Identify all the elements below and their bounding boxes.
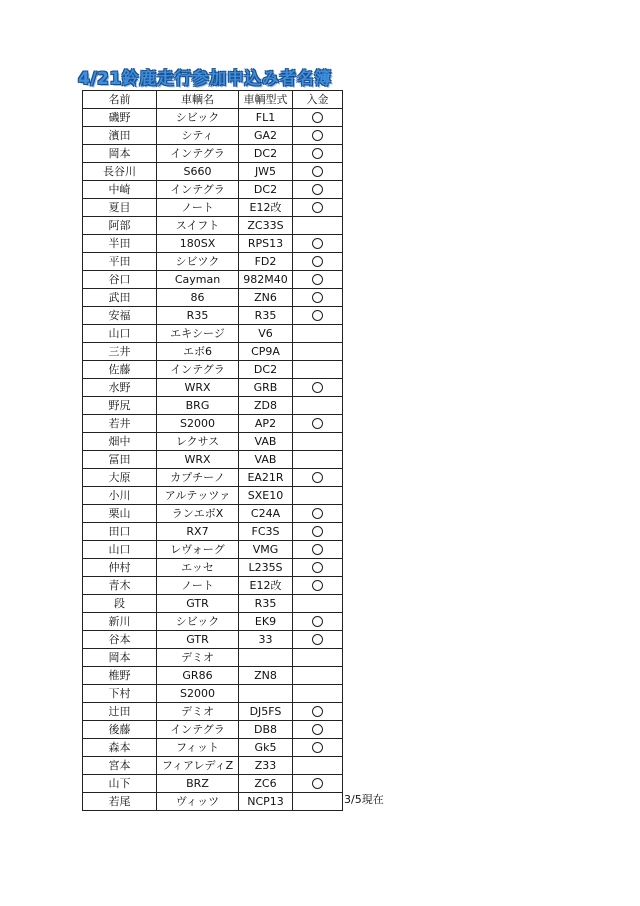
cell-car-name: 180SX [157, 235, 239, 253]
cell-car-name: R35 [157, 307, 239, 325]
table-row [83, 199, 343, 217]
cell-paid [293, 145, 343, 163]
cell-name: 岡本 [83, 145, 157, 163]
table-row [83, 451, 343, 469]
cell-name: 青木 [83, 577, 157, 595]
cell-car-model: SXE10 [239, 487, 293, 505]
table-row [83, 649, 343, 667]
paid-circle-icon [312, 526, 323, 537]
cell-paid [293, 721, 343, 739]
table-row [83, 181, 343, 199]
paid-circle-icon [312, 508, 323, 519]
cell-car-model: L235S [239, 559, 293, 577]
paid-circle-icon [312, 130, 323, 141]
paid-circle-icon [312, 256, 323, 267]
cell-paid [293, 127, 343, 145]
cell-paid [293, 217, 343, 235]
cell-paid [293, 307, 343, 325]
cell-paid [293, 289, 343, 307]
cell-name: 畑中 [83, 433, 157, 451]
cell-car-name: WRX [157, 451, 239, 469]
cell-name: 水野 [83, 379, 157, 397]
cell-paid [293, 775, 343, 793]
table-row [83, 757, 343, 775]
cell-car-model: FD2 [239, 253, 293, 271]
cell-name: 武田 [83, 289, 157, 307]
cell-car-name: S2000 [157, 685, 239, 703]
paid-circle-icon [312, 616, 323, 627]
cell-name: 阿部 [83, 217, 157, 235]
cell-car-name: アルテッツァ [157, 487, 239, 505]
cell-car-model: EK9 [239, 613, 293, 631]
cell-car-model: RPS13 [239, 235, 293, 253]
paid-circle-icon [312, 112, 323, 123]
table-row [83, 631, 343, 649]
cell-name: 若尾 [83, 793, 157, 811]
table-row [83, 253, 343, 271]
table-row [83, 343, 343, 361]
cell-car-name: ノート [157, 199, 239, 217]
cell-car-model: NCP13 [239, 793, 293, 811]
cell-name: 佐藤 [83, 361, 157, 379]
cell-car-model: FL1 [239, 109, 293, 127]
cell-name: 野尻 [83, 397, 157, 415]
cell-name: 栗山 [83, 505, 157, 523]
cell-car-name: ヴィッツ [157, 793, 239, 811]
table-row [83, 775, 343, 793]
table-row [83, 289, 343, 307]
paid-circle-icon [312, 184, 323, 195]
cell-car-model: GA2 [239, 127, 293, 145]
cell-name: 磯野 [83, 109, 157, 127]
paid-circle-icon [312, 148, 323, 159]
cell-car-model: ZD8 [239, 397, 293, 415]
cell-name: 若井 [83, 415, 157, 433]
table-row [83, 487, 343, 505]
cell-name: 谷本 [83, 631, 157, 649]
cell-car-model: JW5 [239, 163, 293, 181]
cell-car-name: フィット [157, 739, 239, 757]
cell-paid [293, 325, 343, 343]
table-row [83, 307, 343, 325]
cell-car-model: E12改 [239, 577, 293, 595]
table-row [83, 793, 343, 811]
table-row [83, 217, 343, 235]
table-row [83, 613, 343, 631]
paid-circle-icon [312, 724, 323, 735]
cell-car-name: エボ6 [157, 343, 239, 361]
cell-name: 三井 [83, 343, 157, 361]
cell-paid [293, 343, 343, 361]
cell-name: 森本 [83, 739, 157, 757]
table-row [83, 505, 343, 523]
cell-car-name: デミオ [157, 649, 239, 667]
table-row [83, 379, 343, 397]
table-row [83, 739, 343, 757]
cell-paid [293, 487, 343, 505]
column-header-paid: 入金 [293, 91, 343, 109]
cell-paid [293, 793, 343, 811]
cell-paid [293, 505, 343, 523]
cell-paid [293, 739, 343, 757]
cell-car-model: VAB [239, 451, 293, 469]
cell-car-model: ZN6 [239, 289, 293, 307]
cell-paid [293, 577, 343, 595]
cell-paid [293, 523, 343, 541]
cell-car-name: スイフト [157, 217, 239, 235]
paid-circle-icon [312, 292, 323, 303]
cell-name: 後藤 [83, 721, 157, 739]
cell-name: 山口 [83, 325, 157, 343]
cell-name: 冨田 [83, 451, 157, 469]
cell-car-model: DJ5FS [239, 703, 293, 721]
cell-name: 岡本 [83, 649, 157, 667]
cell-car-model: ZC33S [239, 217, 293, 235]
table-row [83, 469, 343, 487]
cell-car-model: C24A [239, 505, 293, 523]
cell-car-name: シビック [157, 613, 239, 631]
table-row [83, 127, 343, 145]
cell-paid [293, 649, 343, 667]
cell-car-name: デミオ [157, 703, 239, 721]
cell-car-model: VMG [239, 541, 293, 559]
cell-car-name: ランエボX [157, 505, 239, 523]
cell-paid [293, 253, 343, 271]
cell-car-model: Gk5 [239, 739, 293, 757]
cell-name: 濱田 [83, 127, 157, 145]
table-header-row [83, 91, 343, 109]
cell-car-model: GRB [239, 379, 293, 397]
cell-car-model: R35 [239, 307, 293, 325]
cell-paid [293, 559, 343, 577]
table-row [83, 235, 343, 253]
cell-car-name: BRG [157, 397, 239, 415]
paid-circle-icon [312, 202, 323, 213]
cell-name: 小川 [83, 487, 157, 505]
cell-car-name: レクサス [157, 433, 239, 451]
cell-car-name: GTR [157, 595, 239, 613]
cell-car-model [239, 685, 293, 703]
table-row [83, 163, 343, 181]
cell-paid [293, 451, 343, 469]
cell-car-name: S660 [157, 163, 239, 181]
cell-car-name: シティ [157, 127, 239, 145]
cell-name: 長谷川 [83, 163, 157, 181]
cell-paid [293, 415, 343, 433]
cell-name: 宮本 [83, 757, 157, 775]
cell-paid [293, 235, 343, 253]
paid-circle-icon [312, 310, 323, 321]
table-row [83, 667, 343, 685]
table-row [83, 271, 343, 289]
cell-paid [293, 181, 343, 199]
cell-car-name: 86 [157, 289, 239, 307]
cell-car-model: DC2 [239, 181, 293, 199]
column-header-model: 車輌型式 [239, 91, 293, 109]
table-row [83, 541, 343, 559]
cell-car-name: フィアレディZ [157, 757, 239, 775]
cell-name: 山口 [83, 541, 157, 559]
table-row [83, 559, 343, 577]
as-of-note: 3/5現在 [344, 793, 384, 806]
cell-car-model: R35 [239, 595, 293, 613]
table-row [83, 145, 343, 163]
table-row [83, 685, 343, 703]
paid-circle-icon [312, 562, 323, 573]
cell-paid [293, 541, 343, 559]
table-body [83, 109, 343, 811]
cell-car-model: VAB [239, 433, 293, 451]
cell-car-name: カプチーノ [157, 469, 239, 487]
cell-car-model: AP2 [239, 415, 293, 433]
cell-car-name: GTR [157, 631, 239, 649]
table-row [83, 721, 343, 739]
table-row [83, 415, 343, 433]
cell-paid [293, 199, 343, 217]
cell-car-name: エキシージ [157, 325, 239, 343]
table-row [83, 523, 343, 541]
cell-paid [293, 163, 343, 181]
cell-paid [293, 109, 343, 127]
table-row [83, 595, 343, 613]
paid-circle-icon [312, 382, 323, 393]
cell-car-model: 33 [239, 631, 293, 649]
document-title: 4/21鈴鹿走行参加申込み者名簿 [78, 69, 332, 89]
paid-circle-icon [312, 706, 323, 717]
paid-circle-icon [312, 166, 323, 177]
column-header-name: 名前 [83, 91, 157, 109]
cell-name: 安福 [83, 307, 157, 325]
cell-car-model [239, 649, 293, 667]
cell-car-model: EA21R [239, 469, 293, 487]
table-row [83, 361, 343, 379]
paid-circle-icon [312, 580, 323, 591]
cell-car-name: インテグラ [157, 145, 239, 163]
cell-name: 椎野 [83, 667, 157, 685]
cell-car-name: エッセ [157, 559, 239, 577]
cell-paid [293, 469, 343, 487]
cell-name: 下村 [83, 685, 157, 703]
cell-name: 新川 [83, 613, 157, 631]
cell-name: 仲村 [83, 559, 157, 577]
cell-paid [293, 613, 343, 631]
cell-paid [293, 703, 343, 721]
cell-paid [293, 433, 343, 451]
cell-car-model: E12改 [239, 199, 293, 217]
cell-name: 段 [83, 595, 157, 613]
table-row [83, 109, 343, 127]
paid-circle-icon [312, 238, 323, 249]
table-row [83, 703, 343, 721]
paid-circle-icon [312, 544, 323, 555]
cell-name: 平田 [83, 253, 157, 271]
cell-paid [293, 667, 343, 685]
cell-paid [293, 361, 343, 379]
cell-name: 山下 [83, 775, 157, 793]
cell-car-name: RX7 [157, 523, 239, 541]
table-row [83, 325, 343, 343]
cell-car-name: S2000 [157, 415, 239, 433]
cell-car-name: シビック [157, 109, 239, 127]
participant-table [82, 90, 343, 811]
paid-circle-icon [312, 472, 323, 483]
cell-car-model: ZC6 [239, 775, 293, 793]
cell-paid [293, 397, 343, 415]
cell-name: 大原 [83, 469, 157, 487]
cell-paid [293, 631, 343, 649]
cell-car-model: Z33 [239, 757, 293, 775]
cell-paid [293, 595, 343, 613]
table-row [83, 433, 343, 451]
cell-car-name: WRX [157, 379, 239, 397]
cell-car-name: ノート [157, 577, 239, 595]
cell-paid [293, 757, 343, 775]
cell-paid [293, 271, 343, 289]
cell-car-model: DB8 [239, 721, 293, 739]
table-row [83, 577, 343, 595]
table-row [83, 397, 343, 415]
cell-name: 夏目 [83, 199, 157, 217]
cell-car-model: 982M40 [239, 271, 293, 289]
cell-name: 半田 [83, 235, 157, 253]
paid-circle-icon [312, 742, 323, 753]
cell-car-name: インテグラ [157, 181, 239, 199]
cell-car-name: GR86 [157, 667, 239, 685]
cell-car-name: レヴォーグ [157, 541, 239, 559]
cell-name: 中崎 [83, 181, 157, 199]
cell-name: 谷口 [83, 271, 157, 289]
cell-car-model: V6 [239, 325, 293, 343]
column-header-car: 車輌名 [157, 91, 239, 109]
cell-car-model: DC2 [239, 145, 293, 163]
cell-car-name: インテグラ [157, 721, 239, 739]
cell-paid [293, 379, 343, 397]
paid-circle-icon [312, 778, 323, 789]
cell-car-name: BRZ [157, 775, 239, 793]
cell-name: 辻田 [83, 703, 157, 721]
cell-paid [293, 685, 343, 703]
cell-car-model: DC2 [239, 361, 293, 379]
cell-car-model: ZN8 [239, 667, 293, 685]
paid-circle-icon [312, 418, 323, 429]
cell-car-name: Cayman [157, 271, 239, 289]
paid-circle-icon [312, 634, 323, 645]
paid-circle-icon [312, 274, 323, 285]
cell-car-name: インテグラ [157, 361, 239, 379]
cell-car-name: シビツク [157, 253, 239, 271]
cell-name: 田口 [83, 523, 157, 541]
cell-car-model: FC3S [239, 523, 293, 541]
cell-car-model: CP9A [239, 343, 293, 361]
